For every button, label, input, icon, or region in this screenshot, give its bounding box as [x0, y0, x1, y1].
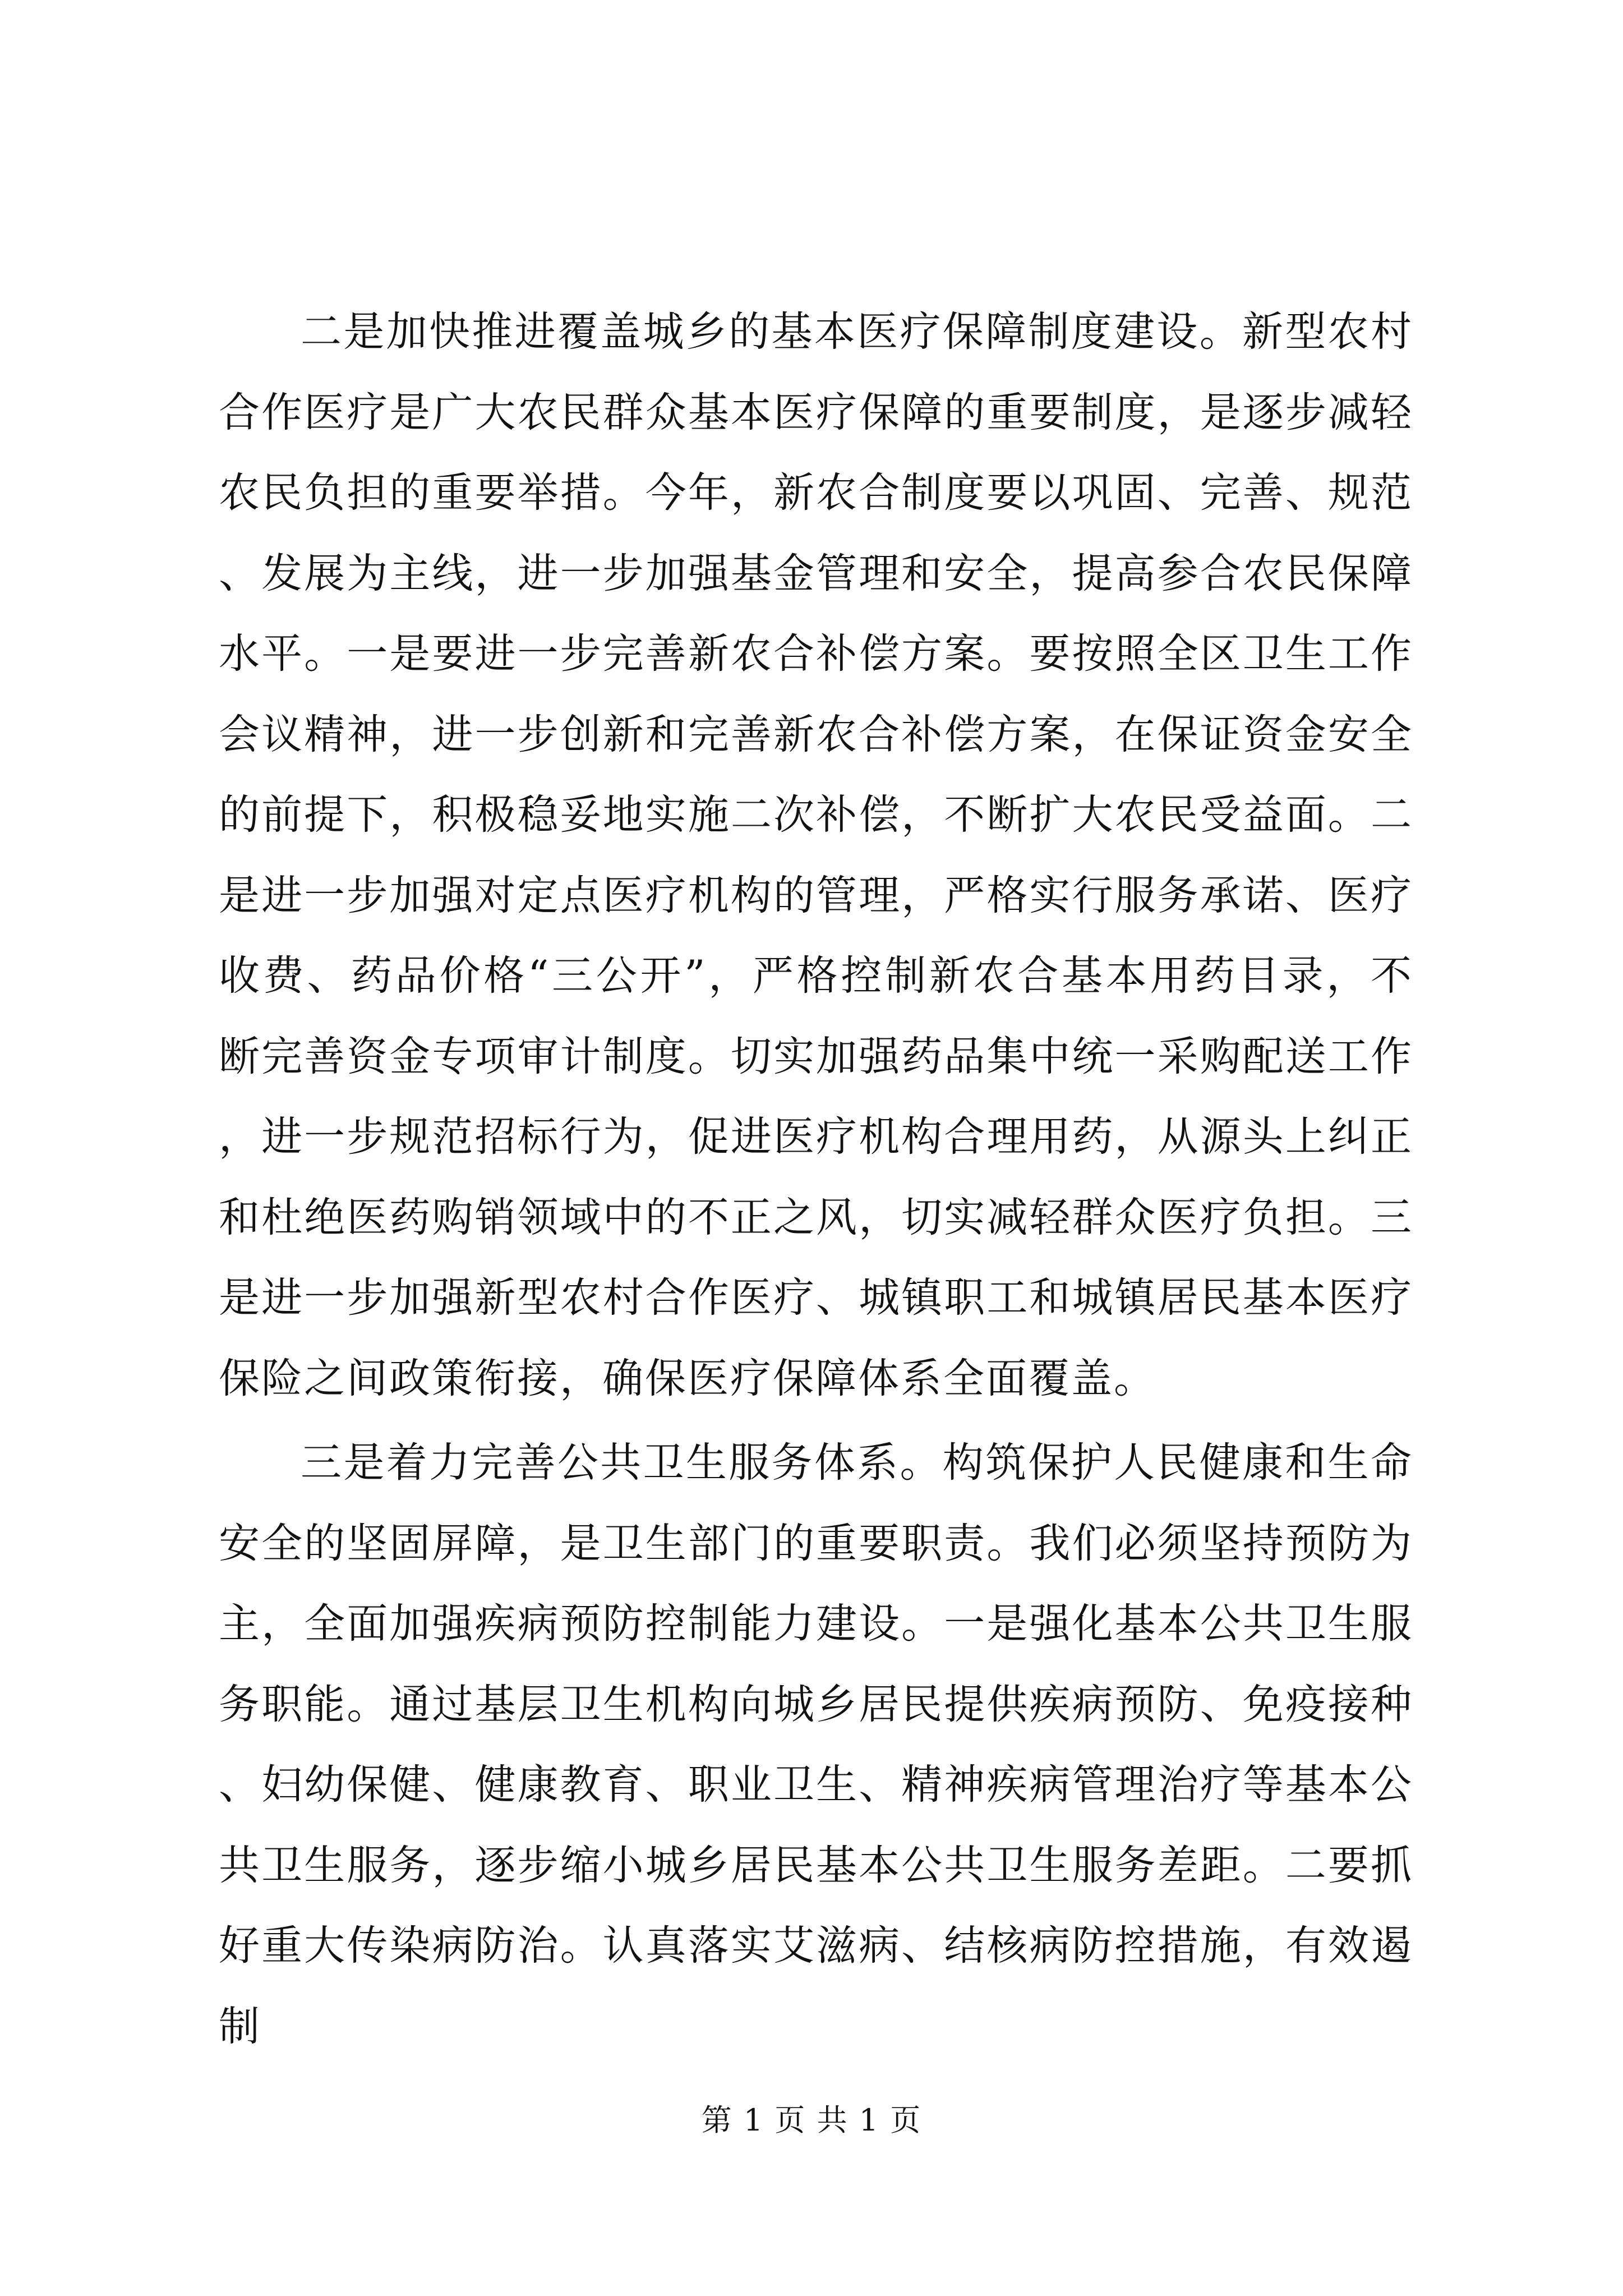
- paragraph-public-health: 三是着力完善公共卫生服务体系。构筑保护人民健康和生命安全的坚固屏障，是卫生部门的重要职责。我们必须坚持预防为主，全面加强疾病预防控制能力建设。一是强化基本公共卫生服务职能。通过基层卫生机构向城乡居民提供疾病预防、免疫接种、妇幼保健、健康教育、职业卫生、精神疾病管理治疗等基本公共卫生服务，逐步缩小城乡居民基本公共卫生服务差距。二要抓好重大传染病防治。认真落实艾滋病、结核病防控措施，有效遏制: [219, 1439, 1413, 2050]
- page-number-footer: 第 1 页 共 1 页: [701, 2102, 922, 2138]
- paragraph-medical-insurance: 二是加快推进覆盖城乡的基本医疗保障制度建设。新型农村合作医疗是广大农民群众基本医疗保障的重要制度，是逐步减轻农民负担的重要举措。今年，新农合制度要以巩固、完善、规范、发展为主线，进一步加强基金管理和安全，提高参合农民保障水平。一是要进一步完善新农合补偿方案。要按照全区卫生工作会议精神，进一步创新和完善新农合补偿方案，在保证资金安全的前提下，积极稳妥地实施二次补偿，不断扩大农民受益面。二是进一步加强对定点医疗机构的管理，严格实行服务承诺、医疗收费、药品价格“三公开”，严格控制新农合基本用药目录，不断完善资金专项审计制度。切实加强药品集中统一采购配送工作，进一步规范招标行为，促进医疗机构合理用药，从源头上纠正和杜绝医药购销领域中的不正之风，切实减轻群众医疗负担。三是进一步加强新型农村合作医疗、城镇职工和城镇居民基本医疗保险之间政策衔接，确保医疗保障体系全面覆盖。: [219, 308, 1413, 1402]
- document-body: [219, 292, 1413, 2067]
